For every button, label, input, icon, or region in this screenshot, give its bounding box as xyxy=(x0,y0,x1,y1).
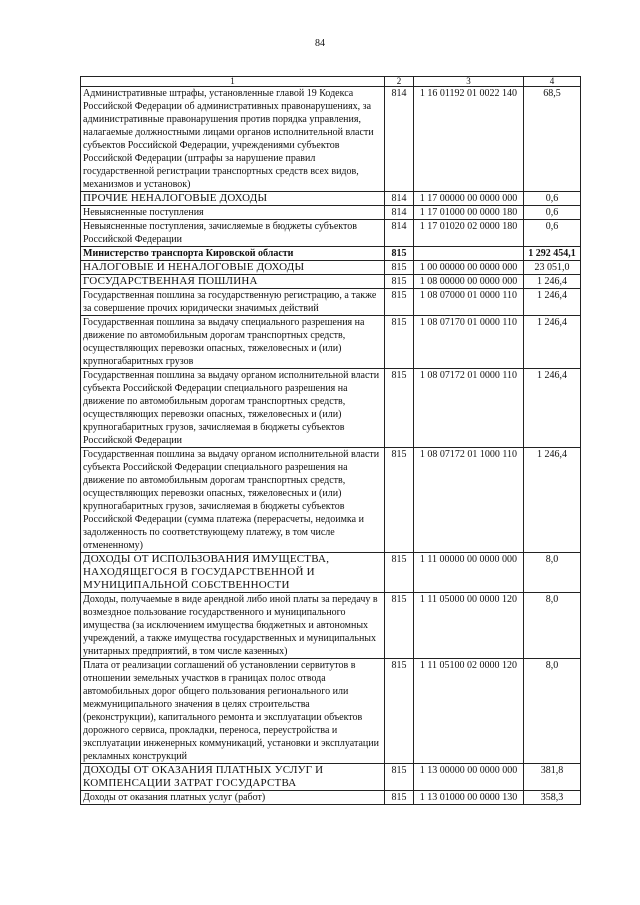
row-admin-code: 815 xyxy=(385,791,414,805)
row-name: ПРОЧИЕ НЕНАЛОГОВЫЕ ДОХОДЫ xyxy=(81,192,385,206)
row-budget-code: 1 11 05100 02 0000 120 xyxy=(414,659,524,764)
table-row xyxy=(81,791,581,805)
row-name: Доходы от оказания платных услуг (работ) xyxy=(81,791,385,805)
row-admin-code: 815 xyxy=(385,659,414,764)
row-admin-code: 815 xyxy=(385,247,414,261)
table-row xyxy=(81,659,581,764)
row-budget-code: 1 08 07172 01 1000 110 xyxy=(414,448,524,553)
table-row xyxy=(81,448,581,553)
header-col-4: 4 xyxy=(524,77,581,87)
row-admin-code: 815 xyxy=(385,275,414,289)
row-amount: 0,6 xyxy=(524,220,581,247)
row-amount: 1 246,4 xyxy=(524,275,581,289)
table-row xyxy=(81,87,581,192)
row-budget-code: 1 08 00000 00 0000 000 xyxy=(414,275,524,289)
row-budget-code: 1 13 01000 00 0000 130 xyxy=(414,791,524,805)
row-amount: 1 292 454,1 xyxy=(524,247,581,261)
row-budget-code: 1 08 07170 01 0000 110 xyxy=(414,316,524,369)
row-name: Государственная пошлина за выдачу органом исполнительной власти субъекта Российской Федерации специального разрешения на движение по автомобильным дорогам транспортных средств, осуществляющих перевозки опасных, тяжеловесных и (или) крупногабаритных грузов, зачисляемая в бюджеты субъектов Российской Федерации (сумма платежа (перерасчеты, недоимка и задолженность по соответствующему платежу, в том числе отмененному) xyxy=(81,448,385,553)
revenue-table xyxy=(80,76,581,805)
row-amount: 0,6 xyxy=(524,192,581,206)
row-admin-code: 815 xyxy=(385,553,414,593)
row-amount: 68,5 xyxy=(524,87,581,192)
table-row xyxy=(81,206,581,220)
row-amount: 8,0 xyxy=(524,659,581,764)
row-budget-code: 1 17 00000 00 0000 000 xyxy=(414,192,524,206)
table-row xyxy=(81,275,581,289)
row-budget-code: 1 17 01000 00 0000 180 xyxy=(414,206,524,220)
page-number: 84 xyxy=(315,38,325,49)
row-admin-code: 814 xyxy=(385,192,414,206)
table-row xyxy=(81,593,581,659)
row-admin-code: 815 xyxy=(385,764,414,791)
row-name: ГОСУДАРСТВЕННАЯ ПОШЛИНА xyxy=(81,275,385,289)
row-name: Государственная пошлина за выдачу специального разрешения на движение по автомобильным дорогам транспортных средств, осуществляющих перевозки опасных, тяжеловесных и (или) крупногабаритных грузов xyxy=(81,316,385,369)
row-amount: 1 246,4 xyxy=(524,369,581,448)
row-amount: 23 051,0 xyxy=(524,261,581,275)
row-budget-code: 1 11 00000 00 0000 000 xyxy=(414,553,524,593)
row-name: Государственная пошлина за государственную регистрацию, а также за совершение прочих юридически значимых действий xyxy=(81,289,385,316)
row-amount: 8,0 xyxy=(524,593,581,659)
row-amount: 358,3 xyxy=(524,791,581,805)
row-name: НАЛОГОВЫЕ И НЕНАЛОГОВЫЕ ДОХОДЫ xyxy=(81,261,385,275)
row-amount: 381,8 xyxy=(524,764,581,791)
row-budget-code: 1 16 01192 01 0022 140 xyxy=(414,87,524,192)
row-budget-code: 1 11 05000 00 0000 120 xyxy=(414,593,524,659)
row-name: ДОХОДЫ ОТ ИСПОЛЬЗОВАНИЯ ИМУЩЕСТВА, НАХОДЯЩЕГОСЯ В ГОСУДАРСТВЕННОЙ И МУНИЦИПАЛЬНОЙ СОБСТВЕННОСТИ xyxy=(81,553,385,593)
table-row xyxy=(81,369,581,448)
row-admin-code: 815 xyxy=(385,593,414,659)
table-header-row xyxy=(81,77,581,87)
row-admin-code: 814 xyxy=(385,220,414,247)
row-name: Плата от реализации соглашений об установлении сервитутов в отношении земельных участков в границах полос отвода автомобильных дорог общего пользования регионального или межмуниципального значения в целях строительства (реконструкции), капитального ремонта и эксплуатации объектов дорожного сервиса, прокладки, переноса, переустройства и эксплуатации инженерных коммуникаций, установки и эксплуатации рекламных конструкций xyxy=(81,659,385,764)
row-name: Невыясненные поступления, зачисляемые в бюджеты субъектов Российской Федерации xyxy=(81,220,385,247)
row-name: Министерство транспорта Кировской области xyxy=(81,247,385,261)
row-admin-code: 815 xyxy=(385,289,414,316)
header-col-2: 2 xyxy=(385,77,414,87)
table-row xyxy=(81,553,581,593)
row-admin-code: 814 xyxy=(385,87,414,192)
row-admin-code: 814 xyxy=(385,206,414,220)
row-name: Невыясненные поступления xyxy=(81,206,385,220)
row-budget-code: 1 13 00000 00 0000 000 xyxy=(414,764,524,791)
row-name: ДОХОДЫ ОТ ОКАЗАНИЯ ПЛАТНЫХ УСЛУГ И КОМПЕНСАЦИИ ЗАТРАТ ГОСУДАРСТВА xyxy=(81,764,385,791)
row-budget-code: 1 08 07172 01 0000 110 xyxy=(414,369,524,448)
row-admin-code: 815 xyxy=(385,369,414,448)
row-name: Доходы, получаемые в виде арендной либо иной платы за передачу в возмездное пользование государственного и муниципального имущества (за исключением имущества бюджетных и автономных учреждений, а также имущества государственных и муниципальных унитарных предприятий, в том числе казенных) xyxy=(81,593,385,659)
row-budget-code xyxy=(414,247,524,261)
row-amount: 1 246,4 xyxy=(524,448,581,553)
row-admin-code: 815 xyxy=(385,316,414,369)
row-name: Административные штрафы, установленные главой 19 Кодекса Российской Федерации об административных правонарушениях, за административные правонарушения против порядка управления, налагаемые должностными лицами органов исполнительной власти субъектов Российской Федерации, учреждениями субъектов Российской Федерации (штрафы за нарушение правил государственной регистрации транспортных средств всех видов, механизмов и установок) xyxy=(81,87,385,192)
table-row xyxy=(81,192,581,206)
table-row xyxy=(81,220,581,247)
header-col-3: 3 xyxy=(414,77,524,87)
row-name: Государственная пошлина за выдачу органом исполнительной власти субъекта Российской Федерации специального разрешения на движение по автомобильным дорогам транспортных средств, осуществляющих перевозки опасных, тяжеловесных и (или) крупногабаритных грузов, зачисляемая в бюджеты субъектов Российской Федерации xyxy=(81,369,385,448)
row-budget-code: 1 00 00000 00 0000 000 xyxy=(414,261,524,275)
table-row xyxy=(81,316,581,369)
row-budget-code: 1 08 07000 01 0000 110 xyxy=(414,289,524,316)
table-row-ministry xyxy=(81,247,581,261)
row-admin-code: 815 xyxy=(385,261,414,275)
row-amount: 1 246,4 xyxy=(524,316,581,369)
row-amount: 8,0 xyxy=(524,553,581,593)
header-col-1: 1 xyxy=(81,77,385,87)
row-budget-code: 1 17 01020 02 0000 180 xyxy=(414,220,524,247)
table-row xyxy=(81,764,581,791)
table-row xyxy=(81,261,581,275)
row-admin-code: 815 xyxy=(385,448,414,553)
row-amount: 0,6 xyxy=(524,206,581,220)
row-amount: 1 246,4 xyxy=(524,289,581,316)
table-row xyxy=(81,289,581,316)
